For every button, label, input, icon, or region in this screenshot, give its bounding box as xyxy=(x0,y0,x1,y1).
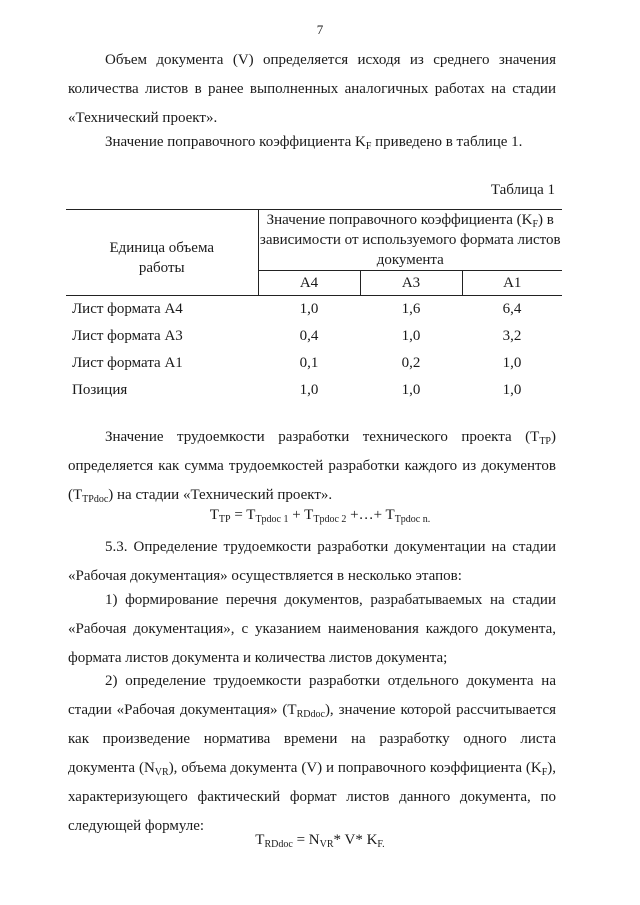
paragraph-technical-project-labor xyxy=(68,423,556,510)
subscript: F. xyxy=(377,839,385,850)
cell-value: 0,2 xyxy=(401,355,421,371)
text-run: ), значение которой рассчитывается как произведение норматива времени на разработку одного листа документа (N xyxy=(68,702,556,776)
cell-value: 0,1 xyxy=(299,355,319,371)
text-run: ) на стадии «Технический проект». xyxy=(108,487,333,503)
paragraph-correction-coefficient xyxy=(68,128,556,157)
text-run: ), характеризующего фактический формат листов данного документа, по следующей формуле: xyxy=(68,760,556,834)
text-run: ) в зависимости от используемого формата листов документа xyxy=(259,212,561,268)
text-run: Значение поправочного коэффициента K xyxy=(105,134,366,150)
text-run: Значение трудоемкости разработки технического проекта (T xyxy=(105,429,540,445)
cell-value: 1,0 xyxy=(401,328,421,344)
text-run: ), объема документа (V) и поправочного коэффициента (K xyxy=(168,760,542,776)
cell-value: 1,0 xyxy=(401,382,421,398)
coefficient-table xyxy=(66,209,562,404)
cell-value: 3,2 xyxy=(502,328,522,344)
text-run: +…+ T xyxy=(346,507,395,523)
row-label: Позиция xyxy=(72,382,128,398)
paragraph-step-2 xyxy=(68,667,556,841)
subscript: F xyxy=(541,767,548,778)
paragraph-section-5-3: 5.3. Определение трудоемкости разработки документации на стадии «Рабочая документация» осуществляется в несколько этапов: xyxy=(68,539,556,584)
formula-rddoc xyxy=(0,832,640,849)
subscript: TP xyxy=(539,436,551,447)
row-label: Лист формата А4 xyxy=(72,301,183,317)
cell-value: 6,4 xyxy=(502,301,522,317)
page-number: 7 xyxy=(316,22,324,37)
table-row xyxy=(66,377,562,404)
text-run: + T xyxy=(288,507,314,523)
cell-value: 1,0 xyxy=(299,382,319,398)
header-unit-text: Единица объема работы xyxy=(109,239,215,276)
text-run: Значение поправочного коэффициента (K xyxy=(266,212,533,228)
text-run: = T xyxy=(230,507,256,523)
row-label: Лист формата А1 xyxy=(72,355,183,371)
subscript: F xyxy=(365,141,372,152)
cell-value: 1,0 xyxy=(502,382,522,398)
text-run: = N xyxy=(292,832,320,848)
text-run: * V* K xyxy=(333,832,378,848)
header-format: А3 xyxy=(360,271,462,296)
table-caption: Таблица 1 xyxy=(490,182,555,198)
text-run: ) определяется как сумма трудоемкостей разработки каждого из документов (T xyxy=(68,429,556,503)
subscript: RDdoc xyxy=(296,709,325,720)
table-row xyxy=(66,296,562,324)
paragraph-step-1: 1) формирование перечня документов, разрабатываемых на стадии «Рабочая документация», с указанием наименования каждого документа, формата листов документа и количества листов документа; xyxy=(68,592,556,666)
formula-tp-sum xyxy=(0,507,640,524)
subscript: Tpdoc 1 xyxy=(255,514,289,525)
paragraph-document-volume: Объем документа (V) определяется исходя из среднего значения количества листов в ранее выполненных аналогичных работах на стадии «Технический проект». xyxy=(68,52,556,126)
cell-value: 1,0 xyxy=(502,355,522,371)
header-format: А1 xyxy=(503,274,522,291)
row-label: Лист формата А3 xyxy=(72,328,183,344)
cell-value: 1,6 xyxy=(401,301,421,317)
table-row xyxy=(66,350,562,377)
text-run: 2) определение трудоемкости разработки отдельного документа на стадии «Рабочая документация» (T xyxy=(68,673,556,718)
cell-value: 0,4 xyxy=(299,328,319,344)
subscript: TP xyxy=(218,514,231,525)
subscript: VR xyxy=(154,767,169,778)
table-header-row xyxy=(66,210,562,271)
header-format: А4 xyxy=(258,271,360,296)
subscript: RDdoc xyxy=(264,839,293,850)
subscript: Tpdoc 2 xyxy=(313,514,347,525)
subscript: TPdoc xyxy=(82,494,109,505)
subscript: Tpdoc n. xyxy=(394,514,431,525)
header-unit xyxy=(66,210,258,296)
subscript: VR xyxy=(319,839,334,850)
header-coefficient-group xyxy=(258,210,562,271)
text-run: приведено в таблице 1. xyxy=(371,134,523,150)
text-run: T xyxy=(255,832,265,848)
subscript: F xyxy=(532,219,539,230)
cell-value: 1,0 xyxy=(299,301,319,317)
table-row xyxy=(66,323,562,350)
text-run: T xyxy=(209,507,219,523)
